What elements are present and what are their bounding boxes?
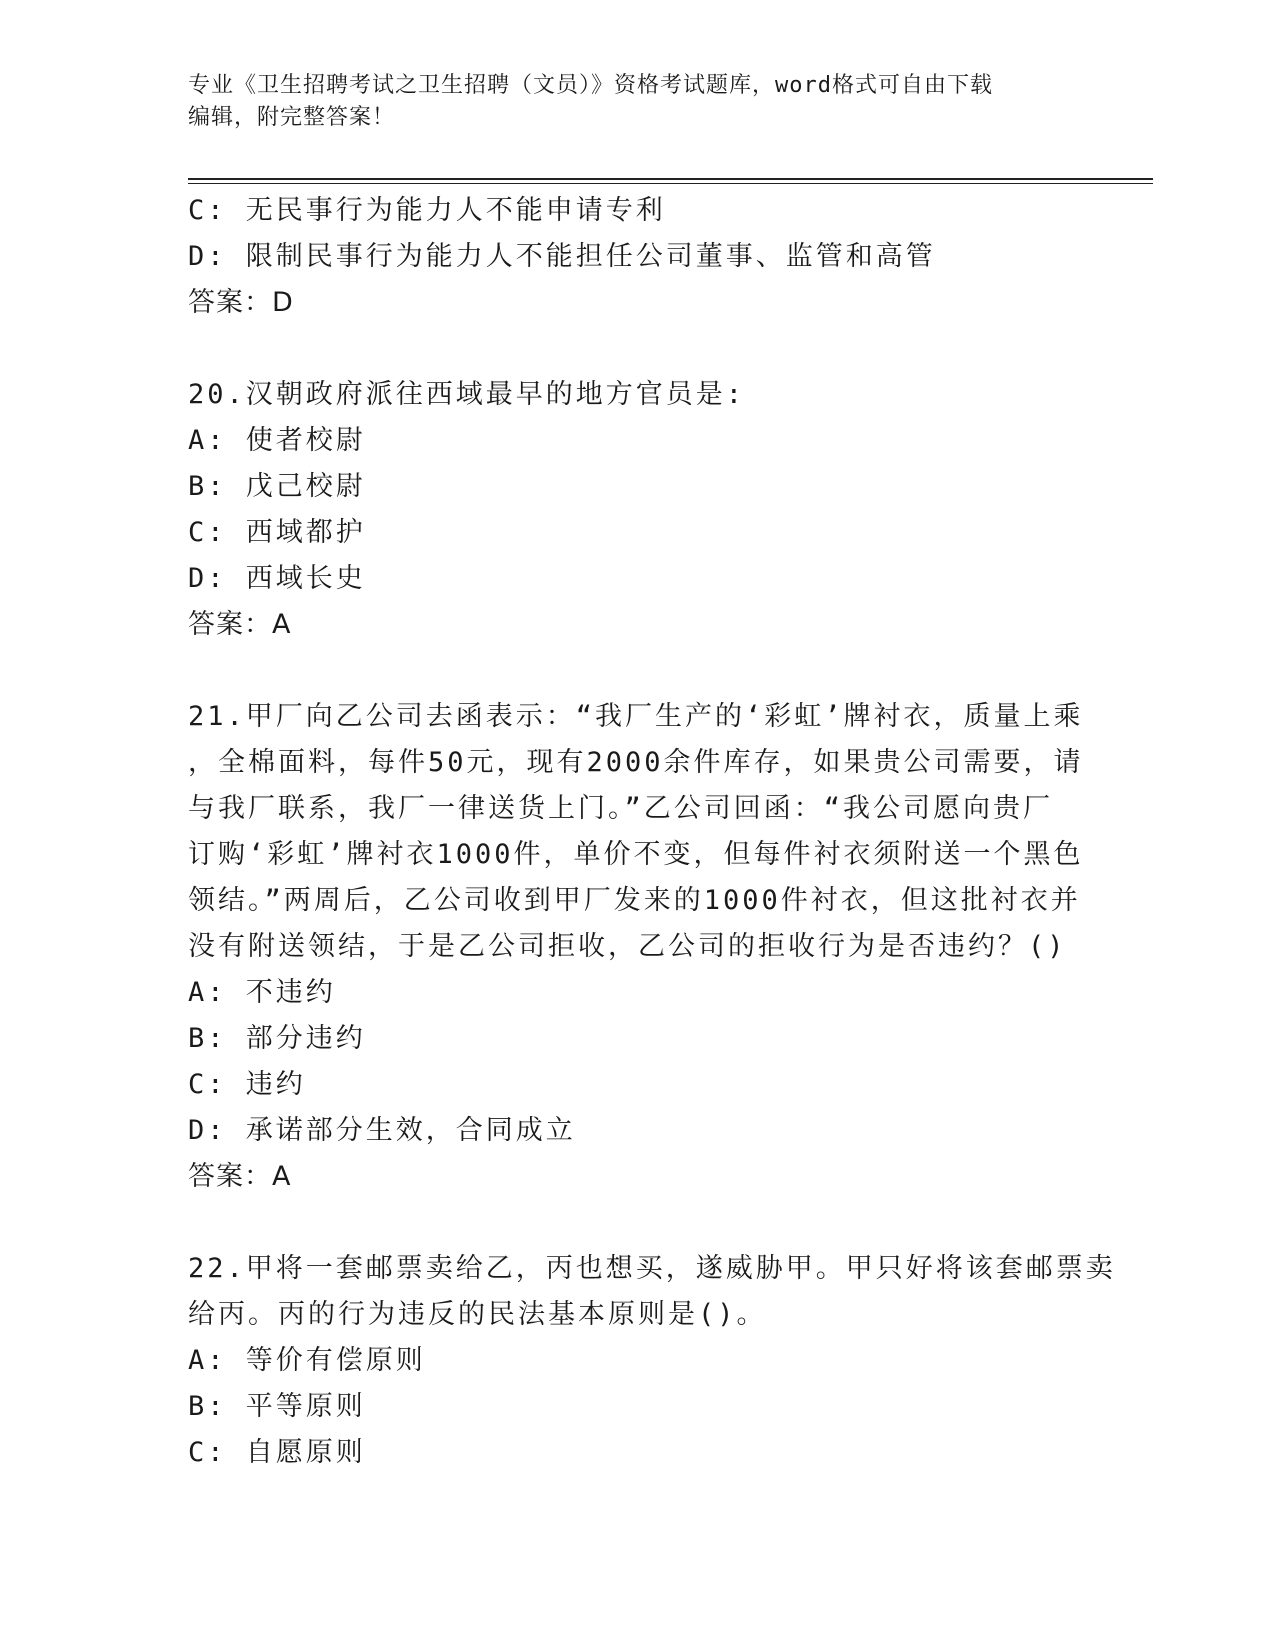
option-label: A:: [188, 977, 227, 1008]
header-line-2: 编辑，附完整答案！: [188, 105, 396, 130]
option-label: A:: [188, 425, 227, 456]
question-block-22: [188, 1246, 1116, 1476]
option-text: 平等原则: [245, 1391, 366, 1422]
question-stem-line: 没有附送领结，于是乙公司拒收，乙公司的拒收行为是否违约？(): [188, 931, 1067, 962]
option-d: [188, 234, 1088, 280]
header-divider-thick: [188, 178, 1153, 180]
option-text: 不违约: [245, 977, 336, 1008]
option-c: [188, 188, 1088, 234]
option-label: D:: [188, 241, 227, 272]
option-text: 限制民事行为能力人不能担任公司董事、监管和高管: [245, 241, 936, 272]
option-label: A:: [188, 1345, 227, 1376]
question-content: [188, 188, 1116, 1476]
option-label: C:: [188, 195, 227, 226]
option-label: B:: [188, 1391, 227, 1422]
question-stem-line: ，全棉面料，每件50元，现有2000余件库存，如果贵公司需要，请: [188, 747, 1084, 778]
header-line-1: 专业《卫生招聘考试之卫生招聘（文员）》资格考试题库，word格式可自由下载: [188, 73, 993, 98]
option-text: 无民事行为能力人不能申请专利: [245, 195, 666, 226]
question-stem: 20.汉朝政府派往西域最早的地方官员是:: [188, 379, 746, 410]
option-text: 西域长史: [245, 563, 366, 594]
answer-line: 答案：A: [188, 609, 292, 640]
option-label: C:: [188, 1437, 227, 1468]
option-label: B:: [188, 471, 227, 502]
question-stem-line: 领结。”两周后，乙公司收到甲厂发来的1000件衬衣，但这批衬衣并: [188, 885, 1081, 916]
option-b: [188, 464, 1088, 510]
option-a: [188, 1338, 1088, 1384]
question-block-prev: [188, 188, 1088, 326]
option-c: [188, 510, 1088, 556]
option-text: 违约: [245, 1069, 306, 1100]
option-label: C:: [188, 1069, 227, 1100]
option-b: [188, 1384, 1088, 1430]
option-b: [188, 1016, 1088, 1062]
option-text: 西域都护: [245, 517, 366, 548]
option-label: C:: [188, 517, 227, 548]
question-block-20: [188, 372, 1088, 648]
answer-line: 答案：A: [188, 1161, 292, 1192]
question-stem-line: 给丙。丙的行为违反的民法基本原则是()。: [188, 1299, 767, 1330]
question-block-21: [188, 694, 1088, 1200]
option-c: [188, 1062, 1088, 1108]
option-text: 戊己校尉: [245, 471, 366, 502]
option-c: [188, 1430, 1088, 1476]
question-stem-line: 订购‘彩虹’牌衬衣1000件，单价不变，但每件衬衣须附送一个黑色: [188, 839, 1084, 870]
spacer: [188, 326, 1088, 372]
option-label: D:: [188, 1115, 227, 1146]
option-label: D:: [188, 563, 227, 594]
option-label: B:: [188, 1023, 227, 1054]
question-stem-line: 21.甲厂向乙公司去函表示：“我厂生产的‘彩虹’牌衬衣，质量上乘: [188, 701, 1084, 732]
answer-line: 答案：D: [188, 287, 294, 318]
option-a: [188, 970, 1088, 1016]
option-d: [188, 556, 1088, 602]
option-text: 等价有偿原则: [245, 1345, 426, 1376]
option-text: 使者校尉: [245, 425, 366, 456]
header-divider-thin: [188, 183, 1153, 184]
option-a: [188, 418, 1088, 464]
question-stem-line: 与我厂联系，我厂一律送货上门。”乙公司回函：“我公司愿向贵厂: [188, 793, 1054, 824]
question-stem-line: 22.甲将一套邮票卖给乙，丙也想买，遂威胁甲。甲只好将该套邮票卖: [188, 1253, 1116, 1284]
page-header: [188, 70, 1088, 134]
option-text: 承诺部分生效，合同成立: [245, 1115, 576, 1146]
spacer: [188, 648, 1088, 694]
option-text: 自愿原则: [245, 1437, 366, 1468]
option-d: [188, 1108, 1088, 1154]
spacer: [188, 1200, 1088, 1246]
option-text: 部分违约: [245, 1023, 366, 1054]
